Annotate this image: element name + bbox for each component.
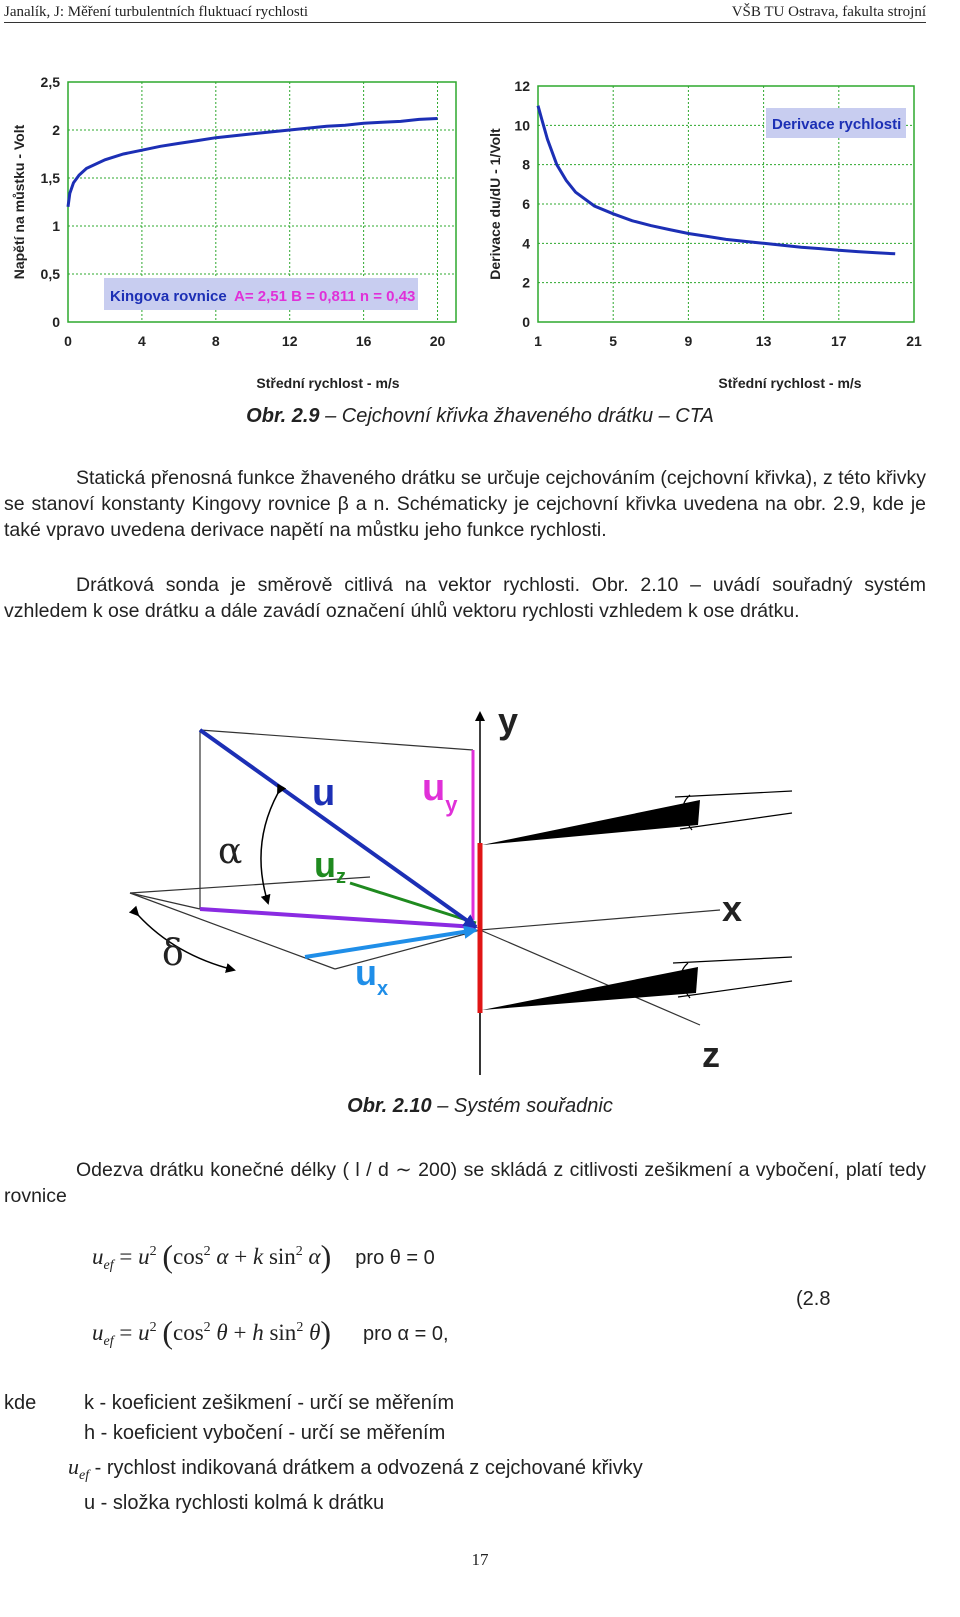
y-tick-label: 1,5 — [40, 170, 60, 186]
condition-1: pro θ = 0 — [355, 1247, 435, 1269]
x-axis-label: Střední rychlost - m/s — [718, 375, 862, 391]
legend-h: h - koeficient vybočení - určí se měřením — [84, 1422, 446, 1444]
annotation-title: Kingova rovnice — [110, 288, 227, 305]
x-tick-label: 9 — [684, 333, 693, 349]
fig-text: – Cejchovní křivka žhaveného drátku – CTA — [319, 405, 714, 427]
y-tick-label: 0 — [522, 314, 530, 330]
delta-arc — [138, 915, 234, 970]
z-label: z — [702, 1034, 720, 1075]
derivative-chart — [480, 60, 960, 400]
y-label: y — [498, 700, 519, 741]
fig-number: Obr. 2.9 — [246, 405, 320, 427]
header-left: Janalík, J: Měření turbulentních fluktuací rychlosti — [4, 4, 309, 20]
equation-2: $u_{ef} = u^2$ ($\cos^2$ θ + h $\sin^2 \theta$) pro α = 0, — [92, 1314, 449, 1350]
equation-1: $u_{ef} = u^2$ ($\cos^2$ α + k $\sin^2 \alpha$) pro θ = 0 — [92, 1238, 435, 1274]
x-tick-label: 12 — [281, 333, 298, 349]
probe-prongs — [482, 791, 792, 1010]
alpha-arc — [261, 793, 278, 903]
alpha-label: α — [218, 831, 243, 872]
y-tick-label: 2 — [522, 274, 530, 291]
y-tick-label: 4 — [522, 235, 530, 252]
x-axis-label: Střední rychlost - m/s — [256, 375, 400, 391]
series-line — [68, 119, 438, 207]
annotation-params: A= 2,51 B = 0,811 n = 0,43 — [234, 288, 416, 305]
y-axis-label: Derivace du/dU - 1/Volt — [487, 128, 503, 280]
page-number: 17 — [471, 1550, 489, 1569]
x-label: x — [722, 888, 743, 929]
x-tick-label: 21 — [906, 333, 922, 349]
fig-number: Obr. 2.10 — [347, 1095, 432, 1117]
coordinate-diagram — [100, 695, 820, 1085]
figure-2-9-caption — [0, 405, 960, 428]
x-tick-label: 4 — [138, 333, 146, 349]
x-tick-label: 8 — [211, 333, 220, 349]
condition-2: pro α = 0, — [363, 1323, 449, 1345]
plane-projection — [200, 909, 476, 927]
figure-2-10-caption — [0, 1095, 960, 1118]
paragraph-probe: Drátková sonda je směrově citlivá na vektor rychlosti. Obr. 2.10 – uvádí souřadný systém vzhledem k ose drátku a dále zavádí označení úhlů vektoru rychlosti vzhledem k ose drátku. — [4, 574, 926, 622]
page-header — [4, 2, 926, 23]
y-axis-label: Napětí na můstku - Volt — [11, 124, 27, 280]
delta-label: δ — [162, 933, 184, 974]
y-tick-label: 2 — [52, 122, 60, 138]
ux-label: $u_x$ — [355, 952, 389, 1000]
annotation-title: Derivace rychlosti — [772, 116, 902, 133]
x-tick-label: 1 — [534, 333, 542, 349]
uz-label: uz — [314, 844, 346, 888]
y-tick-label: 10 — [514, 117, 530, 134]
x-tick-label: 17 — [831, 333, 847, 349]
x-tick-label: 5 — [609, 333, 618, 349]
fig-text: – Systém souřadnic — [431, 1095, 613, 1117]
legend-kde: kde — [4, 1392, 37, 1414]
x-tick-label: 16 — [355, 333, 372, 349]
y-tick-label: 1 — [52, 218, 60, 234]
calibration-chart — [0, 60, 480, 400]
x-tick-label: 0 — [64, 333, 72, 349]
y-tick-label: 8 — [522, 156, 530, 173]
u-vector — [200, 730, 476, 927]
equation-number: (2.8 — [796, 1288, 831, 1310]
paragraph-calibration: Statická přenosná funkce žhaveného drátku se určuje cejchováním (cejchovní křivka), z této křivky se stanoví konstanty Kingovy rovnice β a n. Schématicky je cejchovní křivka uvedena na obr. 2.9, kde je také vpravo uvedena derivace napětí na můstku jeho funkce rychlosti. — [4, 467, 926, 541]
ux-vector — [305, 930, 476, 957]
y-tick-label: 0,5 — [40, 266, 60, 282]
y-tick-label: 2,5 — [40, 74, 60, 90]
x-tick-label: 13 — [755, 333, 772, 349]
x-tick-label: 20 — [429, 333, 446, 349]
paragraph-response: Odezva drátku konečné délky ( l / d ∼ 200) se skládá z citlivosti zešikmení a vybočení, platí tedy rovnice — [4, 1159, 926, 1207]
y-tick-label: 6 — [522, 196, 530, 212]
uz-vector — [350, 883, 476, 923]
y-tick-label: 12 — [514, 78, 530, 94]
uy-label: $u_y$ — [422, 767, 458, 817]
legend-uef: $u_{ef}$ - rychlost indikovaná drátkem a odvozená z cejchované křivky — [68, 1454, 643, 1483]
legend-k: k - koeficient zešikmení - určí se měřením — [84, 1392, 455, 1414]
u-label: u — [312, 772, 336, 814]
header-right: VŠB TU Ostrava, fakulta strojní — [731, 4, 926, 20]
y-tick-label: 0 — [52, 314, 60, 330]
legend-u: u - složka rychlosti kolmá k drátku — [84, 1492, 385, 1514]
